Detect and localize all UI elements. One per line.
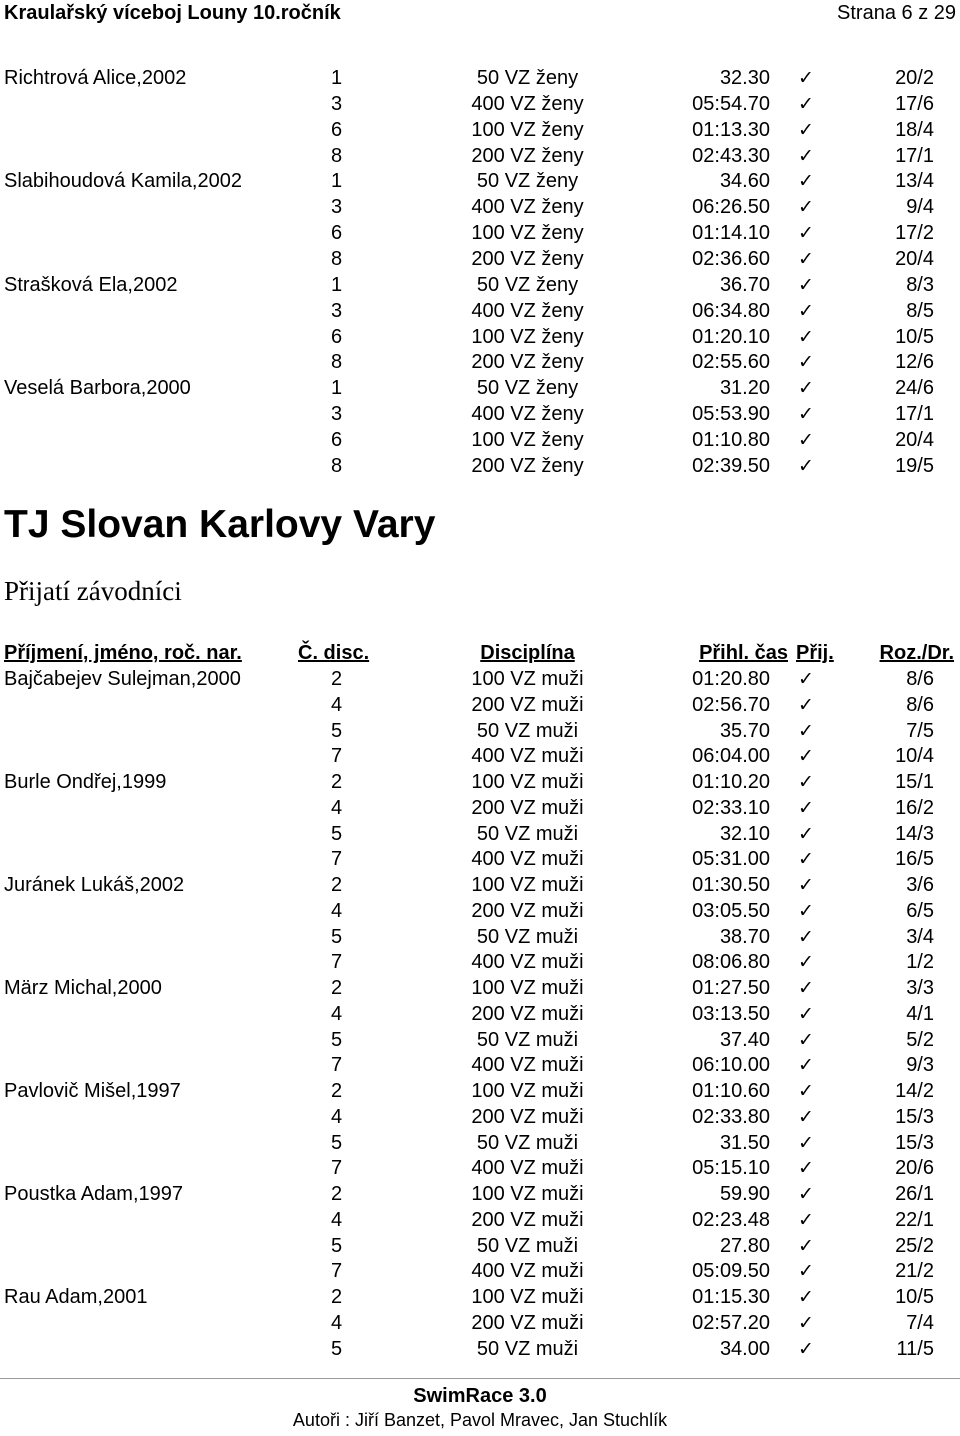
discipline-number: 4 bbox=[331, 693, 343, 716]
table-row bbox=[0, 91, 960, 117]
heat-lane: 20/2 bbox=[895, 67, 934, 89]
footer-authors: Autoři : Jiří Banzet, Pavol Mravec, Jan Stuchlík bbox=[292, 1410, 668, 1430]
discipline: 50 VZ muži bbox=[476, 1131, 579, 1154]
checkmark-icon: ✓ bbox=[798, 1234, 814, 1257]
discipline: 200 VZ muži bbox=[471, 1311, 584, 1334]
table-row bbox=[0, 872, 960, 898]
table-row bbox=[0, 168, 960, 194]
entry-time: 02:43.30 bbox=[692, 144, 770, 167]
table-row bbox=[0, 1258, 960, 1284]
discipline: 50 VZ muži bbox=[476, 925, 579, 948]
discipline: 100 VZ muži bbox=[471, 874, 584, 896]
heat-lane: 14/2 bbox=[895, 1080, 934, 1102]
heat-lane: 24/6 bbox=[895, 377, 934, 400]
heat-lane: 22/1 bbox=[895, 1208, 934, 1231]
discipline-number: 4 bbox=[331, 796, 343, 819]
footer-divider bbox=[0, 1378, 960, 1379]
discipline: 200 VZ ženy bbox=[471, 247, 584, 270]
checkmark-icon: ✓ bbox=[798, 92, 814, 115]
checkmark-icon: ✓ bbox=[798, 428, 814, 451]
discipline-number: 1 bbox=[331, 273, 343, 296]
checkmark-icon: ✓ bbox=[798, 247, 814, 270]
entry-time: 02:33.10 bbox=[692, 796, 770, 819]
checkmark-icon: ✓ bbox=[798, 848, 814, 871]
checkmark-icon: ✓ bbox=[798, 1157, 814, 1180]
entry-time: 01:20.80 bbox=[692, 668, 770, 690]
checkmark-icon: ✓ bbox=[798, 67, 814, 89]
heat-lane: 6/5 bbox=[906, 899, 934, 922]
heat-lane: 12/6 bbox=[895, 351, 934, 374]
entry-time: 05:54.70 bbox=[692, 92, 770, 115]
heat-lane: 3/3 bbox=[906, 977, 934, 999]
discipline: 400 VZ muži bbox=[471, 1260, 584, 1283]
entry-time: 02:23.48 bbox=[692, 1208, 770, 1231]
checkmark-icon: ✓ bbox=[798, 745, 814, 768]
heat-lane: 25/2 bbox=[895, 1234, 934, 1257]
discipline-number: 4 bbox=[331, 1002, 343, 1025]
entry-time: 38.70 bbox=[719, 925, 770, 948]
discipline: 400 VZ muži bbox=[471, 1054, 584, 1077]
discipline-number: 7 bbox=[331, 1054, 343, 1077]
checkmark-icon: ✓ bbox=[798, 668, 814, 690]
entry-time: 32.10 bbox=[719, 822, 770, 845]
checkmark-icon: ✓ bbox=[798, 977, 814, 999]
entry-time: 01:13.30 bbox=[692, 118, 770, 141]
checkmark-icon: ✓ bbox=[798, 822, 814, 845]
entry-time: 05:31.00 bbox=[692, 848, 770, 871]
column-header-discipline-number: Č. disc. bbox=[298, 642, 370, 664]
table-row bbox=[0, 898, 960, 924]
swimmer-name: März Michal,2000 bbox=[4, 977, 162, 999]
entry-time: 06:04.00 bbox=[692, 745, 770, 768]
table-row bbox=[0, 1233, 960, 1259]
discipline: 50 VZ ženy bbox=[476, 273, 579, 296]
heat-lane: 3/6 bbox=[906, 874, 934, 896]
discipline-number: 5 bbox=[331, 1028, 343, 1051]
page-header bbox=[0, 0, 960, 26]
checkmark-icon: ✓ bbox=[798, 222, 814, 245]
heat-lane: 8/6 bbox=[906, 668, 934, 690]
heat-lane: 19/5 bbox=[895, 454, 934, 477]
checkmark-icon: ✓ bbox=[798, 325, 814, 348]
entry-time: 01:14.10 bbox=[692, 222, 770, 245]
column-header-accepted: Přij. bbox=[796, 642, 834, 664]
entry-time: 31.50 bbox=[719, 1131, 770, 1154]
discipline: 400 VZ ženy bbox=[471, 92, 584, 115]
discipline-number: 5 bbox=[331, 719, 343, 742]
discipline-number: 7 bbox=[331, 1260, 343, 1283]
swimmer-name: Veselá Barbora,2000 bbox=[4, 377, 191, 400]
checkmark-icon: ✓ bbox=[798, 925, 814, 948]
table-row bbox=[0, 1104, 960, 1130]
discipline-number: 4 bbox=[331, 1311, 343, 1334]
discipline-number: 2 bbox=[331, 977, 343, 999]
discipline: 100 VZ ženy bbox=[471, 222, 584, 245]
checkmark-icon: ✓ bbox=[798, 196, 814, 219]
discipline: 400 VZ ženy bbox=[471, 299, 584, 322]
discipline-number: 6 bbox=[331, 325, 343, 348]
heat-lane: 18/4 bbox=[895, 118, 934, 141]
discipline: 200 VZ ženy bbox=[471, 144, 584, 167]
discipline: 50 VZ muži bbox=[476, 1234, 579, 1257]
swimmer-name: Bajčabejev Sulejman,2000 bbox=[4, 668, 241, 690]
discipline-number: 3 bbox=[331, 403, 343, 426]
entry-time: 02:57.20 bbox=[692, 1311, 770, 1334]
entry-time: 01:10.60 bbox=[692, 1080, 770, 1102]
discipline: 200 VZ muži bbox=[471, 1105, 584, 1128]
discipline: 400 VZ muži bbox=[471, 951, 584, 974]
heat-lane: 17/1 bbox=[895, 144, 934, 167]
heat-lane: 15/3 bbox=[895, 1131, 934, 1154]
checkmark-icon: ✓ bbox=[798, 951, 814, 974]
table-row bbox=[0, 272, 960, 298]
table-row bbox=[0, 427, 960, 453]
heat-lane: 15/1 bbox=[895, 771, 934, 793]
entry-time: 01:10.80 bbox=[692, 428, 770, 451]
discipline-number: 7 bbox=[331, 1157, 343, 1180]
entry-time: 32.30 bbox=[719, 67, 770, 89]
table-row bbox=[0, 1310, 960, 1336]
discipline-number: 6 bbox=[331, 222, 343, 245]
discipline: 200 VZ muži bbox=[471, 796, 584, 819]
heat-lane: 26/1 bbox=[895, 1183, 934, 1205]
discipline: 100 VZ muži bbox=[471, 1183, 584, 1205]
discipline: 50 VZ ženy bbox=[476, 170, 579, 193]
discipline: 200 VZ muži bbox=[471, 1208, 584, 1231]
heat-lane: 21/2 bbox=[895, 1260, 934, 1283]
table-row bbox=[0, 949, 960, 975]
discipline-number: 3 bbox=[331, 196, 343, 219]
heat-lane: 7/4 bbox=[906, 1311, 934, 1334]
table-row bbox=[0, 117, 960, 143]
heat-lane: 17/1 bbox=[895, 403, 934, 426]
heat-lane: 15/3 bbox=[895, 1105, 934, 1128]
table-row bbox=[0, 924, 960, 950]
checkmark-icon: ✓ bbox=[798, 1002, 814, 1025]
table-row bbox=[0, 375, 960, 401]
entry-time: 01:20.10 bbox=[692, 325, 770, 348]
heat-lane: 20/4 bbox=[895, 247, 934, 270]
checkmark-icon: ✓ bbox=[798, 1105, 814, 1128]
discipline-number: 2 bbox=[331, 1286, 343, 1308]
entry-time: 31.20 bbox=[719, 377, 770, 400]
swimmer-name: Richtrová Alice,2002 bbox=[4, 67, 187, 89]
table-row bbox=[0, 1052, 960, 1078]
checkmark-icon: ✓ bbox=[798, 299, 814, 322]
checkmark-icon: ✓ bbox=[798, 771, 814, 793]
checkmark-icon: ✓ bbox=[798, 719, 814, 742]
discipline: 200 VZ ženy bbox=[471, 454, 584, 477]
discipline: 100 VZ muži bbox=[471, 1080, 584, 1102]
checkmark-icon: ✓ bbox=[798, 118, 814, 141]
discipline-number: 4 bbox=[331, 899, 343, 922]
discipline: 100 VZ muži bbox=[471, 668, 584, 690]
discipline-number: 2 bbox=[331, 874, 343, 896]
discipline: 400 VZ muži bbox=[471, 1157, 584, 1180]
discipline: 50 VZ ženy bbox=[476, 377, 579, 400]
checkmark-icon: ✓ bbox=[798, 1183, 814, 1205]
discipline-number: 3 bbox=[331, 92, 343, 115]
entry-time: 05:53.90 bbox=[692, 403, 770, 426]
heat-lane: 1/2 bbox=[906, 951, 934, 974]
table-row bbox=[0, 220, 960, 246]
discipline-number: 4 bbox=[331, 1105, 343, 1128]
discipline: 50 VZ muži bbox=[476, 1028, 579, 1051]
discipline-number: 8 bbox=[331, 247, 343, 270]
swimmer-name: Poustka Adam,1997 bbox=[4, 1183, 184, 1205]
table-row bbox=[0, 194, 960, 220]
discipline: 200 VZ muži bbox=[471, 693, 584, 716]
entry-time: 03:05.50 bbox=[692, 899, 770, 922]
table-row bbox=[0, 401, 960, 427]
column-header-heat-lane: Roz./Dr. bbox=[879, 642, 954, 664]
discipline-number: 2 bbox=[331, 1183, 343, 1205]
table-row bbox=[0, 795, 960, 821]
discipline-number: 5 bbox=[331, 1337, 343, 1360]
swimmer-name: Juránek Lukáš,2002 bbox=[4, 874, 185, 896]
entry-time: 02:33.80 bbox=[692, 1105, 770, 1128]
checkmark-icon: ✓ bbox=[798, 144, 814, 167]
discipline-number: 5 bbox=[331, 925, 343, 948]
table-row bbox=[0, 975, 960, 1001]
heat-lane: 14/3 bbox=[895, 822, 934, 845]
entry-time: 02:36.60 bbox=[692, 247, 770, 270]
table-row bbox=[0, 821, 960, 847]
discipline-number: 7 bbox=[331, 951, 343, 974]
discipline: 50 VZ ženy bbox=[476, 67, 579, 89]
club-name: TJ Slovan Karlovy Vary bbox=[4, 503, 436, 546]
footer-product: SwimRace 3.0 bbox=[413, 1385, 547, 1407]
heat-lane: 4/1 bbox=[906, 1002, 934, 1025]
entry-time: 34.00 bbox=[719, 1337, 770, 1360]
checkmark-icon: ✓ bbox=[798, 693, 814, 716]
heat-lane: 7/5 bbox=[906, 719, 934, 742]
discipline-number: 5 bbox=[331, 1234, 343, 1257]
entry-time: 34.60 bbox=[719, 170, 770, 193]
table-row bbox=[0, 1001, 960, 1027]
entry-time: 01:30.50 bbox=[692, 874, 770, 896]
heat-lane: 20/6 bbox=[895, 1157, 934, 1180]
heat-lane: 9/3 bbox=[906, 1054, 934, 1077]
table-row bbox=[0, 1284, 960, 1310]
column-header-discipline: Disciplína bbox=[480, 642, 575, 664]
discipline: 50 VZ muži bbox=[476, 1337, 579, 1360]
heat-lane: 20/4 bbox=[895, 428, 934, 451]
swimmer-name: Rau Adam,2001 bbox=[4, 1286, 148, 1308]
discipline-number: 2 bbox=[331, 1080, 343, 1102]
table-row bbox=[0, 1207, 960, 1233]
discipline-number: 6 bbox=[331, 428, 343, 451]
discipline-number: 1 bbox=[331, 377, 343, 400]
checkmark-icon: ✓ bbox=[798, 403, 814, 426]
discipline-number: 2 bbox=[331, 771, 343, 793]
entry-time: 05:09.50 bbox=[692, 1260, 770, 1283]
checkmark-icon: ✓ bbox=[798, 899, 814, 922]
table-row bbox=[0, 324, 960, 350]
heat-lane: 10/5 bbox=[895, 325, 934, 348]
checkmark-icon: ✓ bbox=[798, 1286, 814, 1308]
swimmer-name: Pavlovič Mišel,1997 bbox=[4, 1080, 181, 1102]
discipline-number: 7 bbox=[331, 745, 343, 768]
checkmark-icon: ✓ bbox=[798, 273, 814, 296]
swimmer-name: Strašková Ela,2002 bbox=[4, 273, 178, 296]
entry-time: 01:27.50 bbox=[692, 977, 770, 999]
checkmark-icon: ✓ bbox=[798, 1054, 814, 1077]
discipline: 50 VZ muži bbox=[476, 719, 579, 742]
discipline: 50 VZ muži bbox=[476, 822, 579, 845]
heat-lane: 10/5 bbox=[895, 1286, 934, 1308]
heat-lane: 8/6 bbox=[906, 693, 934, 716]
heat-lane: 8/5 bbox=[906, 299, 934, 322]
discipline: 400 VZ muži bbox=[471, 745, 584, 768]
entry-time: 05:15.10 bbox=[692, 1157, 770, 1180]
entry-time: 06:34.80 bbox=[692, 299, 770, 322]
entry-time: 01:15.30 bbox=[692, 1286, 770, 1308]
table-row bbox=[0, 65, 960, 91]
entry-time: 08:06.80 bbox=[692, 951, 770, 974]
column-header-name: Příjmení, jméno, roč. nar. bbox=[4, 642, 242, 664]
table-header bbox=[0, 640, 960, 666]
checkmark-icon: ✓ bbox=[798, 1311, 814, 1334]
discipline: 400 VZ muži bbox=[471, 848, 584, 871]
heat-lane: 16/5 bbox=[895, 848, 934, 871]
table-row bbox=[0, 743, 960, 769]
entry-time: 27.80 bbox=[719, 1234, 770, 1257]
discipline: 400 VZ ženy bbox=[471, 196, 584, 219]
checkmark-icon: ✓ bbox=[798, 1208, 814, 1231]
swimmer-name: Burle Ondřej,1999 bbox=[4, 771, 167, 793]
checkmark-icon: ✓ bbox=[798, 1028, 814, 1051]
entry-time: 06:10.00 bbox=[692, 1054, 770, 1077]
swimmer-name: Slabihoudová Kamila,2002 bbox=[4, 170, 242, 193]
entry-time: 03:13.50 bbox=[692, 1002, 770, 1025]
table-row bbox=[0, 692, 960, 718]
discipline-number: 8 bbox=[331, 351, 343, 374]
table-row bbox=[0, 846, 960, 872]
column-header-entry-time: Přihl. čas bbox=[699, 642, 788, 664]
table-row bbox=[0, 246, 960, 272]
discipline: 100 VZ ženy bbox=[471, 118, 584, 141]
discipline-number: 4 bbox=[331, 1208, 343, 1231]
heat-lane: 13/4 bbox=[895, 170, 934, 193]
entry-time: 02:39.50 bbox=[692, 454, 770, 477]
discipline: 100 VZ ženy bbox=[471, 325, 584, 348]
discipline-number: 1 bbox=[331, 170, 343, 193]
discipline: 100 VZ muži bbox=[471, 977, 584, 999]
checkmark-icon: ✓ bbox=[798, 377, 814, 400]
document-title: Kraulařský víceboj Louny 10.ročník bbox=[4, 2, 341, 24]
table-row bbox=[0, 1155, 960, 1181]
discipline-number: 5 bbox=[331, 822, 343, 845]
table-row bbox=[0, 666, 960, 692]
discipline-number: 5 bbox=[331, 1131, 343, 1154]
heat-lane: 16/2 bbox=[895, 796, 934, 819]
table-row bbox=[0, 1078, 960, 1104]
table-row bbox=[0, 769, 960, 795]
discipline: 200 VZ muži bbox=[471, 899, 584, 922]
checkmark-icon: ✓ bbox=[798, 351, 814, 374]
checkmark-icon: ✓ bbox=[798, 454, 814, 477]
heat-lane: 11/5 bbox=[896, 1337, 934, 1360]
heat-lane: 10/4 bbox=[895, 745, 934, 768]
entry-time: 01:10.20 bbox=[692, 771, 770, 793]
discipline: 200 VZ ženy bbox=[471, 351, 584, 374]
table-row bbox=[0, 1336, 960, 1362]
discipline-number: 8 bbox=[331, 144, 343, 167]
checkmark-icon: ✓ bbox=[798, 1080, 814, 1102]
discipline: 400 VZ ženy bbox=[471, 403, 584, 426]
discipline-number: 8 bbox=[331, 454, 343, 477]
discipline: 100 VZ muži bbox=[471, 771, 584, 793]
heat-lane: 3/4 bbox=[906, 925, 934, 948]
checkmark-icon: ✓ bbox=[798, 874, 814, 896]
heat-lane: 17/2 bbox=[895, 222, 934, 245]
heat-lane: 8/3 bbox=[906, 273, 934, 296]
checkmark-icon: ✓ bbox=[798, 1337, 814, 1360]
table-row bbox=[0, 298, 960, 324]
heat-lane: 9/4 bbox=[906, 196, 934, 219]
checkmark-icon: ✓ bbox=[798, 1131, 814, 1154]
discipline-number: 7 bbox=[331, 848, 343, 871]
discipline-number: 3 bbox=[331, 299, 343, 322]
discipline: 200 VZ muži bbox=[471, 1002, 584, 1025]
section-subtitle: Přijatí závodníci bbox=[4, 576, 182, 606]
checkmark-icon: ✓ bbox=[798, 796, 814, 819]
discipline: 100 VZ muži bbox=[471, 1286, 584, 1308]
table-row bbox=[0, 718, 960, 744]
heat-lane: 5/2 bbox=[906, 1028, 934, 1051]
entry-time: 36.70 bbox=[719, 273, 770, 296]
table-row bbox=[0, 1181, 960, 1207]
entry-time: 37.40 bbox=[719, 1028, 770, 1051]
heat-lane: 17/6 bbox=[895, 92, 934, 115]
entry-time: 06:26.50 bbox=[692, 196, 770, 219]
discipline-number: 6 bbox=[331, 118, 343, 141]
entry-time: 02:56.70 bbox=[692, 693, 770, 716]
table-row bbox=[0, 1027, 960, 1053]
entry-time: 02:55.60 bbox=[692, 351, 770, 374]
discipline: 100 VZ ženy bbox=[471, 428, 584, 451]
table-row bbox=[0, 453, 960, 479]
discipline-number: 2 bbox=[331, 668, 343, 690]
checkmark-icon: ✓ bbox=[798, 170, 814, 193]
table-row bbox=[0, 1130, 960, 1156]
entry-time: 59.90 bbox=[719, 1183, 770, 1205]
table-row bbox=[0, 143, 960, 169]
table-row bbox=[0, 349, 960, 375]
discipline-number: 1 bbox=[331, 67, 343, 89]
page-number: Strana 6 z 29 bbox=[837, 2, 956, 24]
checkmark-icon: ✓ bbox=[798, 1260, 814, 1283]
entry-time: 35.70 bbox=[719, 719, 770, 742]
